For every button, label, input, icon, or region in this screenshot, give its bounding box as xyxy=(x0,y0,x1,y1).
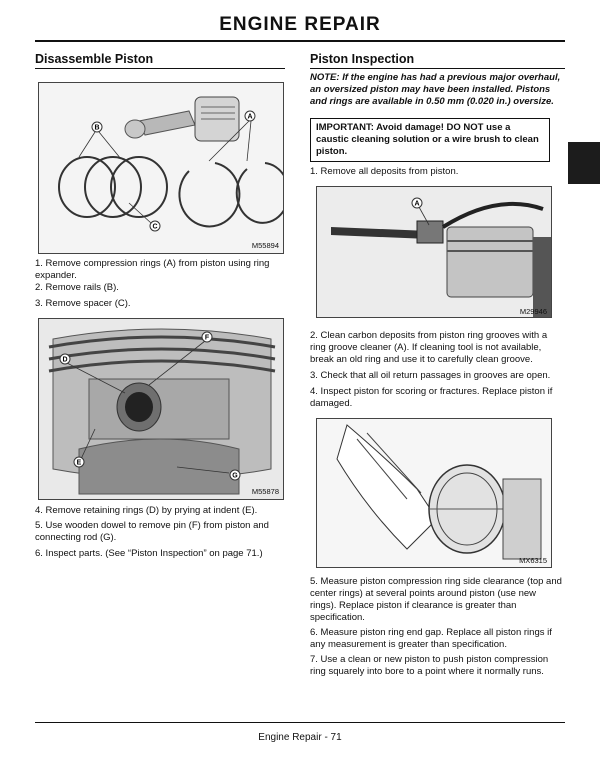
figure-side-clearance xyxy=(316,418,552,568)
svg-text:F: F xyxy=(204,334,210,342)
page-header: ENGINE REPAIR xyxy=(219,14,381,35)
piston-body-drawing xyxy=(49,329,275,494)
right-step-4: 4. Inspect piston for scoring or fractures. Replace piston if damaged. xyxy=(310,386,553,409)
hand-drawing xyxy=(337,425,437,549)
left-step-5: 5. Use wooden dowel to remove pin (F) from piston and connecting rod (G). xyxy=(35,520,269,543)
disassemble-piston-heading: Disassemble Piston xyxy=(35,52,154,66)
piston-inspection-heading: Piston Inspection xyxy=(310,52,415,66)
callout-f xyxy=(202,332,212,342)
svg-text:C: C xyxy=(152,223,158,231)
figure-id: M29946 xyxy=(519,307,547,316)
groove-cleaner-illustration xyxy=(317,187,551,317)
svg-text:E: E xyxy=(76,459,82,467)
left-heading-rule xyxy=(35,68,285,69)
svg-text:D: D xyxy=(62,356,68,364)
left-step-3: 3. Remove spacer (C). xyxy=(35,298,131,309)
right-step-5: 5. Measure piston compression ring side clearance (top and center rings) at several points around piston (use new rings). Replace piston if clearance is greater than specification. xyxy=(310,576,562,623)
right-step-2: 2. Clean carbon deposits from piston ring grooves with a ring groove cleaner (A). If cleaning tool is not available, break an old ring and use it to carefully clean groove. xyxy=(310,330,548,365)
figure-id: M55894 xyxy=(251,241,279,250)
right-step-3: 3. Check that all oil return passages in grooves are open. xyxy=(310,370,551,381)
callout-a xyxy=(412,198,422,208)
piston-pin-illustration xyxy=(39,319,283,499)
right-step-1: 1. Remove all deposits from piston. xyxy=(310,166,459,177)
callout-g xyxy=(230,470,240,480)
callout-c xyxy=(150,221,160,231)
right-step-6: 6. Measure piston ring end gap. Replace all piston rings if any measurement is greater than specification. xyxy=(310,627,552,650)
figure-id: MX6315 xyxy=(519,556,547,565)
figure-piston-rings xyxy=(38,82,284,254)
oversize-note: NOTE: If the engine has had a previous major overhaul, an oversized piston may have been installed. Pistons and rings are available in 0.50 mm (0.020 in.) oversize. xyxy=(310,72,561,107)
rails-drawing xyxy=(59,157,167,217)
left-step-4: 4. Remove retaining rings (D) by prying at indent (E). xyxy=(35,505,258,516)
figure-ring-groove-cleaner xyxy=(316,186,552,318)
compression-rings-drawing xyxy=(179,163,283,226)
callout-d xyxy=(60,354,70,364)
important-warning: IMPORTANT: Avoid damage! DO NOT use a caustic cleaning solution or a wire brush to clean piston. xyxy=(310,118,550,162)
piston-rings-illustration xyxy=(39,83,283,253)
footer-rule xyxy=(35,722,565,723)
page-footer: Engine Repair - 71 xyxy=(258,732,342,743)
svg-text:B: B xyxy=(94,124,100,132)
callout-e xyxy=(74,457,84,467)
right-heading-rule xyxy=(310,68,565,69)
svg-text:A: A xyxy=(414,200,420,208)
header-rule xyxy=(35,40,565,42)
left-step-6: 6. Inspect parts. (See “Piston Inspection” on page 71.) xyxy=(35,548,263,559)
figure-piston-pin xyxy=(38,318,284,500)
svg-text:A: A xyxy=(247,113,253,121)
piston-drawing xyxy=(447,227,551,317)
figure-id: M55878 xyxy=(251,487,279,496)
side-clearance-illustration xyxy=(317,419,551,567)
left-step-2: 2. Remove rails (B). xyxy=(35,282,119,293)
callout-b xyxy=(92,122,102,132)
piston-assembly-drawing xyxy=(125,97,239,141)
left-step-1: 1. Remove compression rings (A) from piston using ring expander. xyxy=(35,258,270,281)
piston-ring-drawing xyxy=(429,465,541,559)
right-step-7: 7. Use a clean or new piston to push piston compression ring squarely into bore to a point where it normally runs. xyxy=(310,654,549,677)
svg-text:G: G xyxy=(232,472,238,480)
callout-a xyxy=(245,111,255,121)
section-tab xyxy=(568,142,600,184)
